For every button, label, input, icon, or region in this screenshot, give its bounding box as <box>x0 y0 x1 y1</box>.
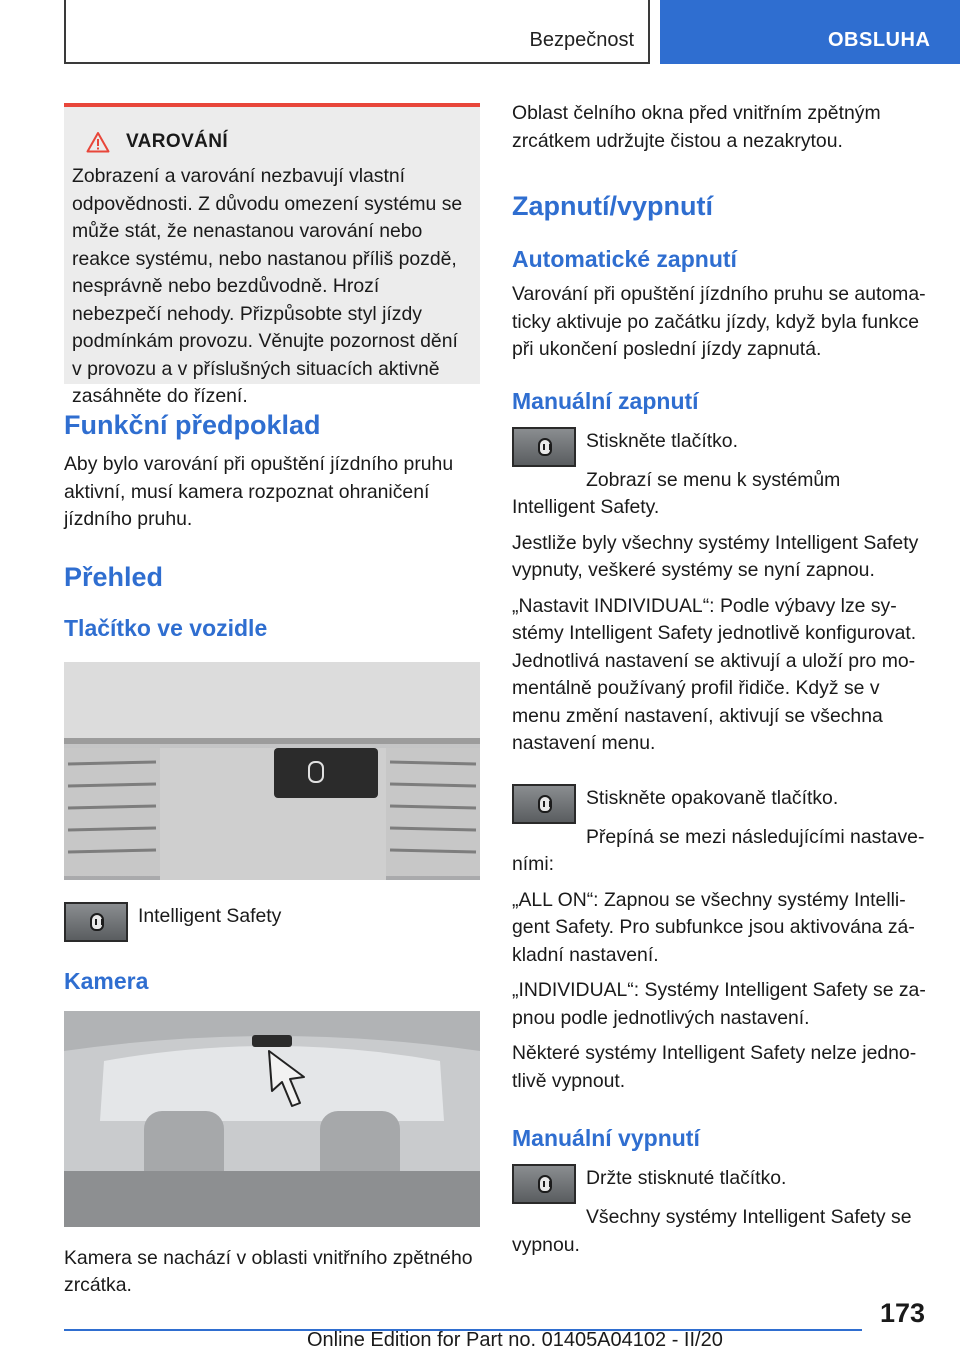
auto-on-text: Varování při opuštění jízdního pruhu se automaticky aktivuje po začátku jízdy, když byla funkce při ukončení poslední jízdy zapnutá. <box>512 283 926 360</box>
section-title: Bezpečnost <box>529 29 634 51</box>
step-press: Stiskněte tlačítko. <box>586 429 738 452</box>
warning-box <box>64 103 480 407</box>
heading-manual-off: Manuální vypnutí <box>512 1125 700 1151</box>
left-column <box>64 103 480 1300</box>
windshield-text: Oblast čelního okna před vnitřním zpětným zrcátkem udržujte čistou a nezakrytou. <box>512 102 881 152</box>
some-systems-text: Některé systémy Intelligent Safety nelze jednotlivě vypnout. <box>512 1042 917 1092</box>
heading-overview: Přehled <box>64 561 164 592</box>
page-header <box>0 0 960 66</box>
all-on-text: „ALL ON“: Zapnou se všechny systémy Intelligent Safety. Pro subfunkce jsou aktivována základní nastavení. <box>512 888 915 966</box>
step-repeat: Stiskněte opakovaně tlačítko. <box>586 786 839 809</box>
step-press-row <box>512 425 928 467</box>
chapter-tab <box>660 0 960 64</box>
intelligent-safety-button-icon <box>512 427 576 467</box>
button-photo <box>64 662 480 880</box>
step-repeat-row <box>512 782 928 824</box>
button-caption: Intelligent Safety <box>138 904 282 927</box>
warning-title: VAROVÁNÍ <box>126 131 229 152</box>
warning-text: Zobrazení a varování nezbavují vlastní odpovědnosti. Z důvodu omezení systému se může stát, že nenastanou varování nebo reakce systému, nebo nastanou příliš pozdě, nesprávně nebo bezdůvodně. Hrozí nebezpečí nehody. Přizpůsobte styl jízdy podmínkám provozu. Věnujte pozornost dění v provozu a v příslušných situacích aktivně zasáhněte do řízení. <box>72 165 463 407</box>
page-number: 173 <box>880 1298 926 1328</box>
section-header-box <box>64 0 650 64</box>
heading-requirement: Funkční předpoklad <box>64 410 321 440</box>
heading-manual-on: Manuální zapnutí <box>512 387 699 414</box>
heading-button-in-vehicle: Tlačítko ve vozidle <box>64 614 268 641</box>
camera-photo <box>64 1011 480 1227</box>
intelligent-safety-button-icon <box>64 902 128 942</box>
heading-auto-on: Automatické zapnutí <box>512 246 737 272</box>
edition-text: Online Edition for Part no. 01405A04102 - II/20 <box>307 1329 723 1351</box>
car-interior-illustration <box>64 1011 480 1227</box>
button-legend-row <box>64 900 480 942</box>
individual-text: „INDIVIDUAL“: Systémy Intelligent Safety se zapnou podle jednotlivých nastavení. <box>512 979 926 1029</box>
intelligent-safety-button-icon <box>512 784 576 824</box>
dashboard-button-illustration <box>64 662 480 880</box>
warning-triangle-icon <box>86 131 110 153</box>
requirement-text: Aby bylo varování při opuštění jízdního pruhu aktivní, musí kamera rozpoznat ohraničení jízdního pruhu. <box>64 453 454 530</box>
chapter-title: OBSLUHA <box>828 29 931 51</box>
step-repeat-result: Přepíná se mezi následujícími nastaveními: <box>512 825 925 875</box>
heading-on-off: Zapnutí/vypnutí <box>512 191 713 221</box>
step-hold-row <box>512 1162 928 1204</box>
individual-setting-text: „Nastavit INDIVIDUAL“: Podle výbavy lze systémy Intelligent Safety jednotlivě konfigurovat. Jednotlivá nastavení se aktivují a uloží pro momentálně používaný profil řidiče. Když se v menu změní nastavení, aktivují se všechna nastavení menu. <box>512 594 917 754</box>
step-press-result: Zobrazí se menu k systémům Intelligent Safety. <box>512 468 841 518</box>
intelligent-safety-button-icon <box>512 1164 576 1204</box>
step-hold: Držte stisknuté tlačítko. <box>586 1167 787 1189</box>
all-off-text: Jestliže byly všechny systémy Intelligent Safety vypnuty, veškeré systémy se nyní zapnou. <box>512 531 919 581</box>
heading-camera: Kamera <box>64 967 149 994</box>
step-hold-result: Všechny systémy Intelligent Safety se vypnou. <box>512 1206 912 1256</box>
right-column <box>512 100 928 1259</box>
camera-text: Kamera se nachází v oblasti vnitřního zpětného zrcátka. <box>64 1246 473 1296</box>
